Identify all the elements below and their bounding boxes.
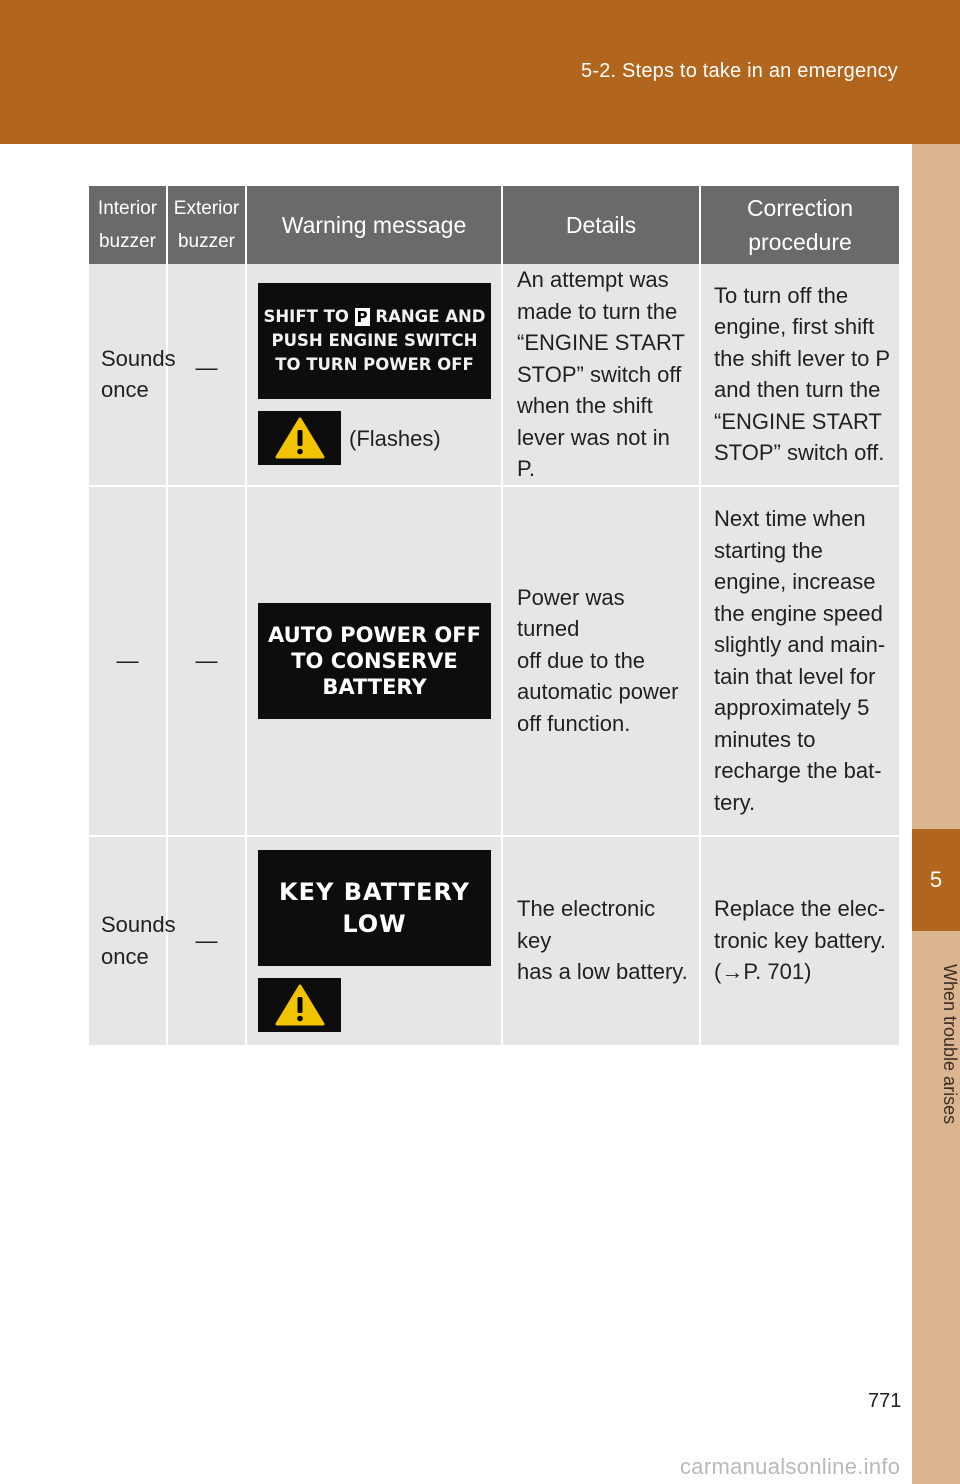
display-auto-power-off: AUTO POWER OFF TO CONSERVE BATTERY: [258, 603, 491, 719]
display-key-battery-low: KEY BATTERY LOW: [258, 850, 491, 966]
flashes-label: (Flashes): [349, 425, 441, 451]
warning-triangle-icon: [274, 416, 326, 460]
page-header: [0, 0, 960, 144]
chapter-number: 5: [912, 829, 960, 931]
chapter-side-tab: [912, 144, 960, 1484]
warning-message-cell: [246, 486, 502, 836]
header-interior-buzzer: Interior buzzer: [89, 186, 167, 264]
table-row: [89, 486, 899, 836]
section-title: 5-2. Steps to take in an emergency: [581, 60, 898, 82]
interior-buzzer-cell: Sounds once: [89, 836, 167, 1046]
p-range-indicator: P: [356, 308, 368, 327]
details-cell: An attempt was made to turn the “ENGINE START STOP” switch off when the shift lever was not in P.: [502, 264, 700, 486]
header-details: Details: [502, 186, 700, 264]
warning-triangle-icon: [274, 983, 326, 1027]
header-warning-message: Warning message: [246, 186, 502, 264]
watermark: carmanualsonline.info: [680, 1454, 901, 1479]
exterior-buzzer-cell: —: [167, 836, 246, 1046]
exterior-buzzer-cell: —: [167, 264, 246, 486]
header-exterior-buzzer: Exterior buzzer: [167, 186, 246, 264]
page-number: 771: [868, 1390, 902, 1412]
details-cell: The electronic key has a low battery.: [502, 836, 700, 1046]
exterior-buzzer-cell: —: [167, 486, 246, 836]
display-shift-to-p: SHIFT TO P RANGE AND PUSH ENGINE SWITCH TO TURN POWER OFF: [258, 283, 491, 399]
interior-buzzer-cell: —: [89, 486, 167, 836]
details-cell: Power was turned off due to the automatic power off function.: [502, 486, 700, 836]
table-row: [89, 836, 899, 1046]
warning-light-box: [258, 411, 341, 465]
page-reference-link[interactable]: (→P. 701): [714, 959, 812, 985]
warning-light-box: [258, 978, 341, 1032]
correction-cell: To turn off the engine, first shift the shift lever to P and then turn the “ENGINE START STOP” switch off.: [700, 264, 899, 486]
warning-message-cell: [246, 836, 502, 1046]
warning-message-cell: [246, 264, 502, 486]
correction-cell: Replace the elec- tronic key battery. (→P. 701): [700, 836, 899, 1046]
table-header-row: [89, 186, 899, 264]
correction-cell: Next time when starting the engine, increase the engine speed slightly and main- tain that level for approximately 5 minutes to recharge the bat- tery.: [700, 486, 899, 836]
warning-message-table: [89, 186, 899, 1047]
table-row: [89, 264, 899, 486]
header-correction-procedure: Correction procedure: [700, 186, 899, 264]
chapter-label: When trouble arises: [940, 963, 960, 1125]
interior-buzzer-cell: Sounds once: [89, 264, 167, 486]
